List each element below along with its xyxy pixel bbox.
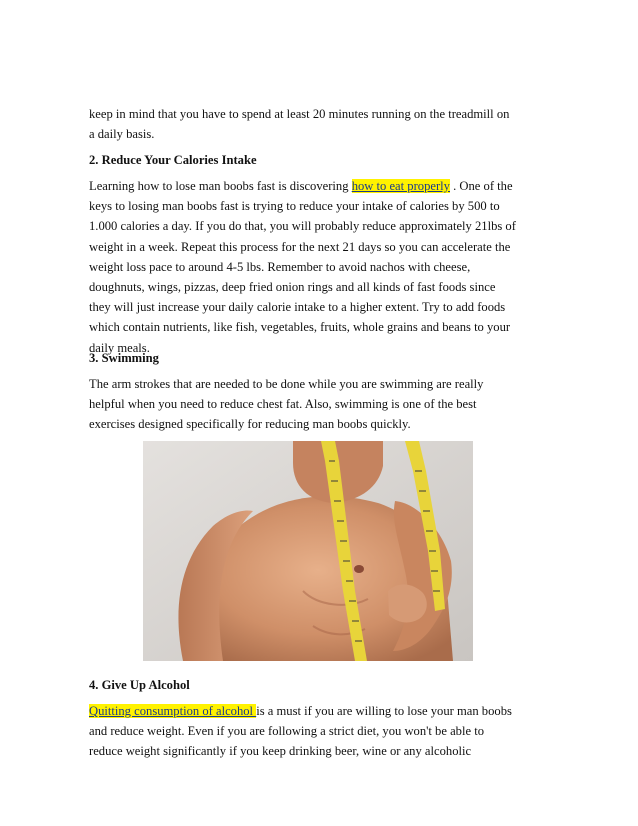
- section-4-paragraph: [89, 701, 559, 762]
- section-2-line-9: daily meals.: [89, 340, 150, 355]
- section-2-line-6: doughnuts, wings, pizzas, deep fried onion rings and all kinds of fast foods since: [89, 280, 496, 295]
- quitting-alcohol-link[interactable]: Quitting consumption of alcohol: [89, 704, 257, 718]
- eat-properly-link[interactable]: how to eat properly: [351, 179, 450, 193]
- section-2-line-8: which contain nutrients, like fish, vegetables, fruits, whole grains and beans to your: [89, 320, 511, 335]
- section-4-line-1: [89, 701, 559, 721]
- section-3-line-3: exercises designed specifically for reducing man boobs quickly.: [89, 417, 411, 432]
- section-2-line-1-post: . One of the: [449, 179, 513, 193]
- section-2-line-1: [89, 176, 559, 196]
- photo-illustration: [143, 441, 473, 661]
- section-4-heading: 4. Give Up Alcohol: [89, 678, 190, 692]
- section-2-line-2: keys to losing man boobs fast is trying to reduce your intake of calories by 500 to: [89, 199, 500, 214]
- intro-line-2: a daily basis.: [89, 127, 155, 142]
- section-2-line-4: weight in a week. Repeat this process for the next 21 days so you can accelerate the: [89, 239, 511, 254]
- section-4-line-3: reduce weight significantly if you keep drinking beer, wine or any alcoholic: [89, 744, 472, 759]
- chest-measuring-tape-photo: [143, 441, 473, 661]
- intro-line-1: keep in mind that you have to spend at least 20 minutes running on the treadmill on: [89, 107, 510, 121]
- section-3-line-2: helpful when you need to reduce chest fat. Also, swimming is one of the best: [89, 397, 477, 412]
- section-2-line-7: they will just increase your daily calorie intake to a higher extent. Try to add foods: [89, 300, 506, 315]
- section-2-line-1-pre: Learning how to lose man boobs fast is discovering: [89, 179, 352, 193]
- section-2-heading: 2. Reduce Your Calories Intake: [89, 153, 257, 167]
- section-4-line-2: and reduce weight. Even if you are following a strict diet, you won't be able to: [89, 724, 485, 739]
- section-2-line-5: weight loss pace to around 4-5 lbs. Remember to avoid nachos with cheese,: [89, 259, 471, 274]
- section-2-line-3: 1.000 calories a day. If you do that, you will probably reduce approximately 21lbs of: [89, 219, 516, 234]
- section-4-line-1-post: is a must if you are willing to lose your man boobs: [256, 704, 512, 718]
- section-3-heading: 3. Swimming: [89, 351, 159, 365]
- section-2-paragraph: [89, 176, 559, 358]
- section-3-paragraph: [89, 374, 559, 435]
- section-3-line-1: The arm strokes that are needed to be done while you are swimming are really: [89, 377, 484, 391]
- intro-paragraph: [89, 104, 559, 144]
